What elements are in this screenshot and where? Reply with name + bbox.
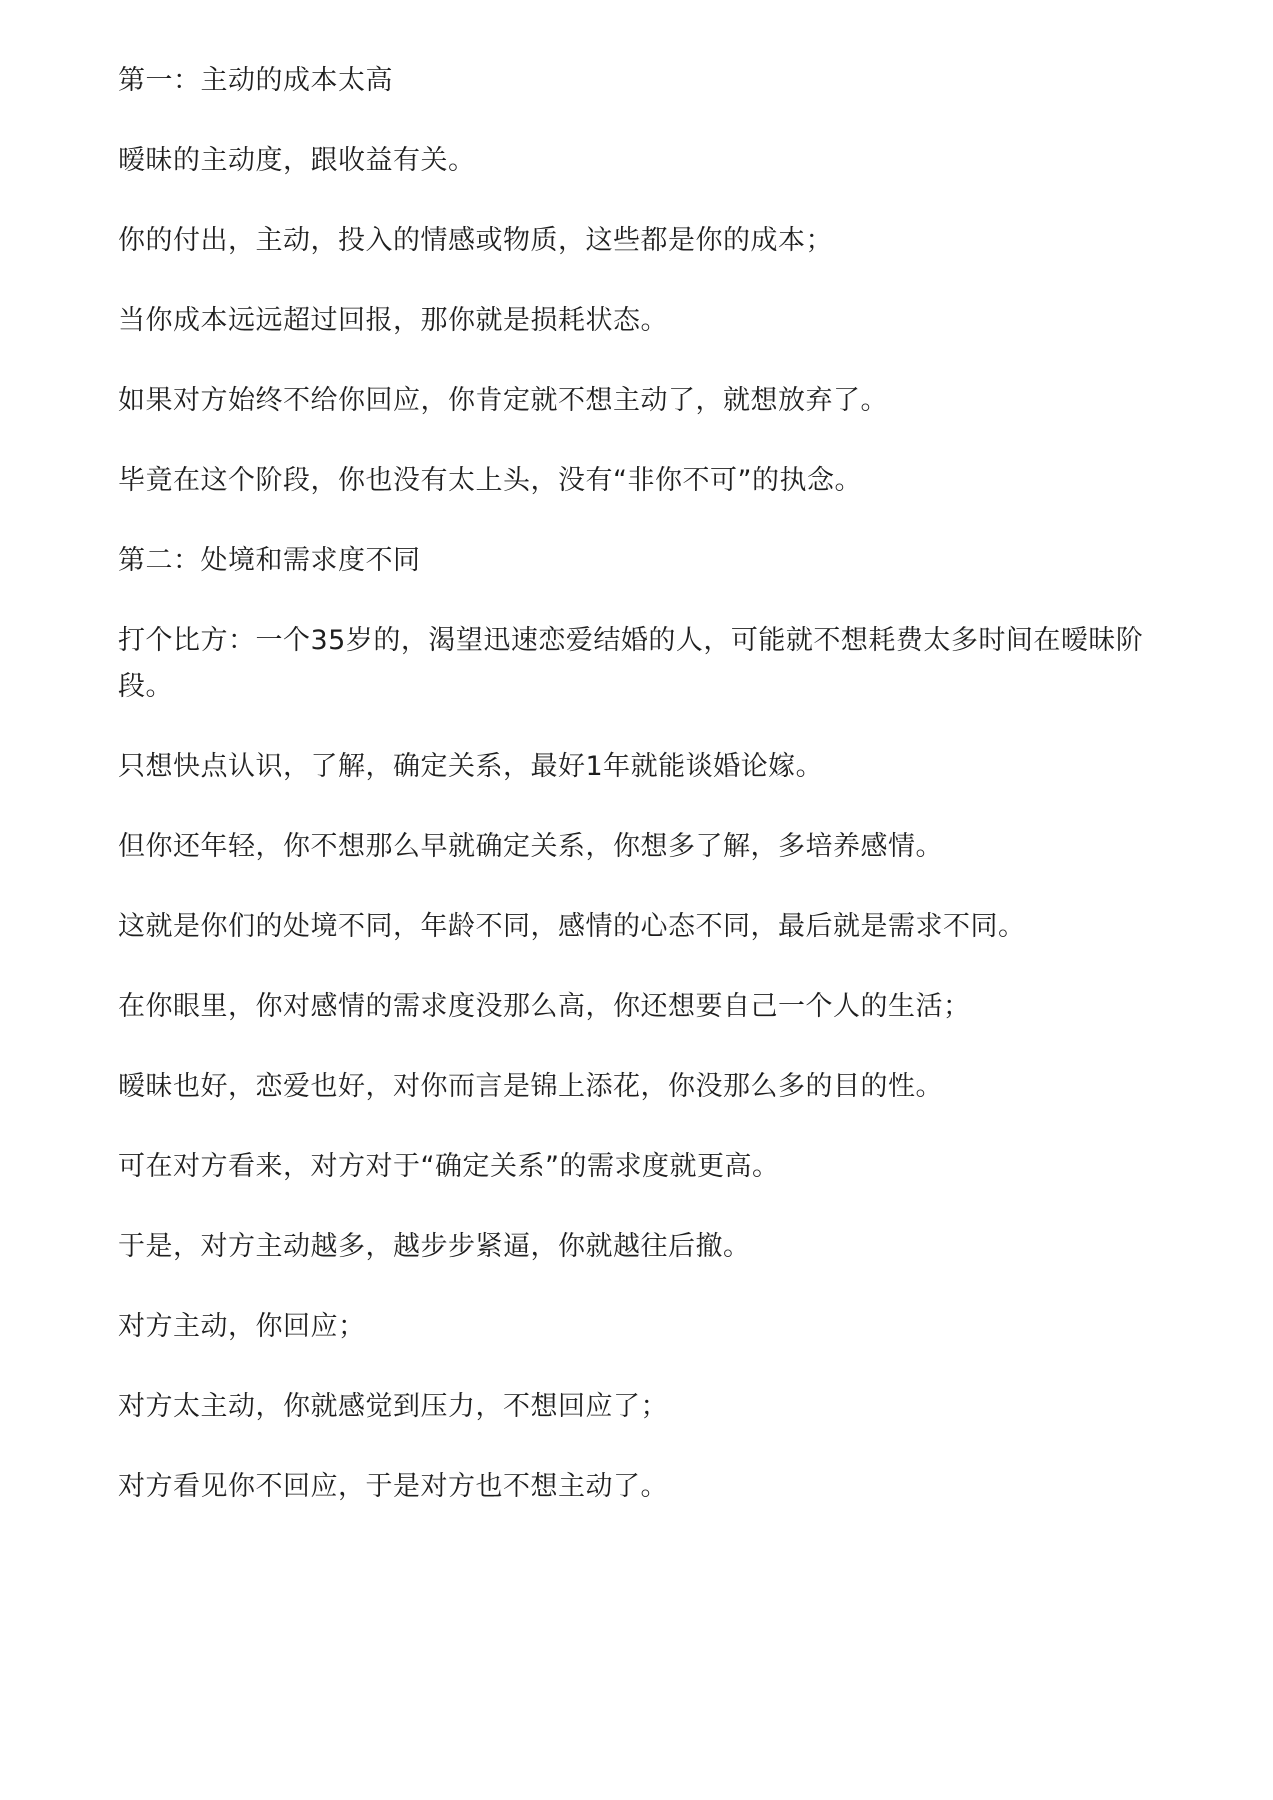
paragraph: 于是，对方主动越多，越步步紧逼，你就越往后撤。 xyxy=(118,1231,751,1262)
paragraph: 对方看见你不回应，于是对方也不想主动了。 xyxy=(118,1471,668,1502)
paragraph: 暧昧也好，恋爱也好，对你而言是锦上添花，你没那么多的目的性。 xyxy=(118,1071,943,1102)
paragraph: 只想快点认识，了解，确定关系，最好1年就能谈婚论嫁。 xyxy=(118,751,824,782)
paragraph: 对方太主动，你就感觉到压力，不想回应了； xyxy=(118,1391,668,1422)
section-heading-1: 第一：主动的成本太高 xyxy=(118,65,393,96)
paragraph: 对方主动，你回应； xyxy=(118,1311,366,1342)
paragraph: 但你还年轻，你不想那么早就确定关系，你想多了解，多培养感情。 xyxy=(118,831,943,862)
paragraph: 可在对方看来，对方对于“确定关系”的需求度就更高。 xyxy=(118,1151,780,1182)
paragraph: 在你眼里，你对感情的需求度没那么高，你还想要自己一个人的生活； xyxy=(118,991,971,1022)
paragraph: 暧昧的主动度，跟收益有关。 xyxy=(118,145,476,176)
paragraph: 你的付出，主动，投入的情感或物质，这些都是你的成本； xyxy=(118,225,833,256)
paragraph: 如果对方始终不给你回应，你肯定就不想主动了，就想放弃了。 xyxy=(118,385,888,416)
paragraph: 当你成本远远超过回报，那你就是损耗状态。 xyxy=(118,305,668,336)
document-body xyxy=(118,58,1178,1510)
paragraph: 毕竟在这个阶段，你也没有太上头，没有“非你不可”的执念。 xyxy=(118,465,862,496)
paragraph: 打个比方：一个35岁的，渴望迅速恋爱结婚的人，可能就不想耗费太多时间在暧昧阶段。 xyxy=(118,625,1144,702)
section-heading-2: 第二：处境和需求度不同 xyxy=(118,545,421,576)
paragraph: 这就是你们的处境不同，年龄不同，感情的心态不同，最后就是需求不同。 xyxy=(118,911,1026,942)
